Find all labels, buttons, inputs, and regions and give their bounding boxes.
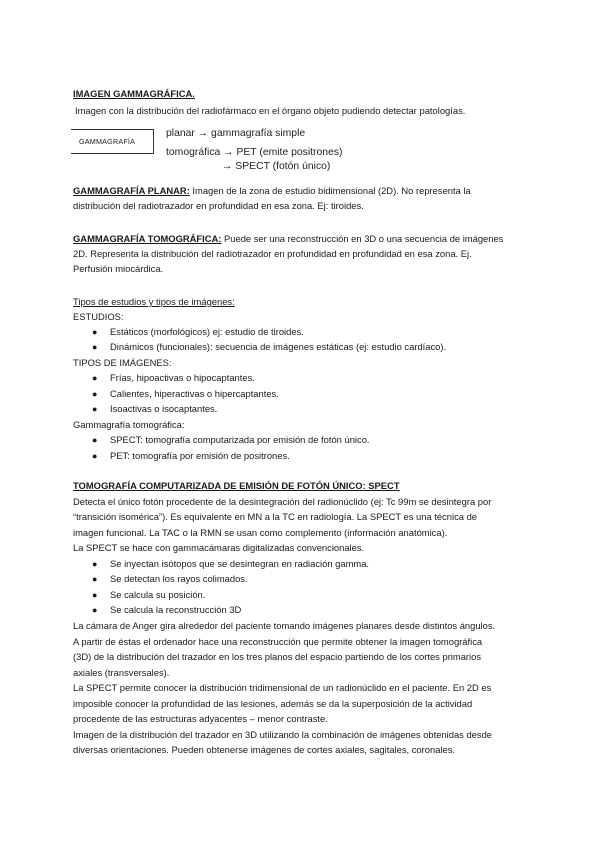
- spect-section-title: TOMOGRAFÍA COMPUTARIZADA DE EMISIÓN DE FOTÓN ÚNICO: SPECT: [73, 480, 400, 491]
- list-item: Se detectan los rayos colimados.: [110, 573, 248, 584]
- tomografica-paragraph-line-2: 2D. Representa la distribución del radiotrazador en profundidad en profundidad en esa zona. Ej.: [73, 248, 472, 259]
- spect-paragraph-line: Imagen de la distribución del trazador en 3D utilizando la combinación de imágenes obtenidas desde: [73, 729, 493, 740]
- diagram-line-spect: → SPECT (fotón único): [222, 161, 331, 172]
- planar-paragraph-line-1: [73, 185, 471, 197]
- spect-paragraph-line: imposible conocer la profundidad de las lesiones, además se da la superposición de la actividad: [73, 698, 473, 709]
- list-item: Se calcula la reconstrucción 3D: [110, 604, 242, 615]
- diagram-line-tomografica: tomográfica → PET (emite positrones): [166, 147, 343, 158]
- list-item: Estáticos (morfológicos) ej: estudio de tiroides.: [110, 326, 304, 337]
- diagram-box-label: GAMMAGRAFÍA: [79, 137, 136, 146]
- bullet-icon: ●: [92, 590, 98, 600]
- intro-paragraph: Imagen con la distribución del radiofármaco en el órgano objeto pudiendo detectar patologías.: [75, 105, 466, 116]
- list-item: Se calcula su posición.: [110, 589, 206, 600]
- section-title-imagen-gammagrafica: IMAGEN GAMMAGRÁFICA.: [73, 88, 195, 99]
- list-item: Dinámicos (funcionales): secuencia de imágenes estáticas (ej: estudio cardíaco).: [110, 341, 447, 352]
- spect-paragraph-line: La SPECT se hace con gammacámaras digitalizadas convencionales.: [73, 542, 365, 553]
- list-item: PET: tomografía por emisión de positrones.: [110, 450, 290, 461]
- bullet-icon: ●: [92, 559, 98, 569]
- bullet-icon: ●: [92, 451, 98, 461]
- bullet-icon: ●: [92, 373, 98, 383]
- bullet-icon: ●: [92, 342, 98, 352]
- planar-term: GAMMAGRAFÍA PLANAR:: [73, 185, 190, 196]
- spect-paragraph-line: La SPECT permite conocer la distribución tridimensional de un radionúclido en el paciente. En 2D es: [73, 682, 492, 693]
- spect-paragraph-line: A partir de éstas el ordenador hace una reconstrucción que permite obtener la imagen tomográfica: [73, 636, 483, 647]
- diagram-line-planar: planar → gammagrafía simple: [166, 128, 306, 139]
- planar-definition: Imagen de la zona de estudio bidimensional (2D). No representa la: [189, 185, 471, 196]
- list-item: Isoactivas o isocaptantes.: [110, 403, 218, 414]
- estudios-label: ESTUDIOS:: [73, 311, 124, 322]
- bullet-icon: ●: [92, 327, 98, 337]
- bullet-icon: ●: [92, 435, 98, 445]
- gammagrafia-tomografica-label: Gammagrafía tomográfica:: [73, 419, 185, 430]
- spect-paragraph-line: diversas orientaciones. Pueden obtenerse imágenes de cortes axiales, sagitales, coronales.: [73, 744, 455, 755]
- spect-paragraph-line: (3D) de la distribución del trazador en los tres planos del espacio partiendo de los cortes primarios: [73, 651, 482, 662]
- planar-paragraph-line-2: distribución del radiotrazador en profundidad en esa zona. Ej: tiroides.: [73, 200, 364, 211]
- tomografica-paragraph-line-1: [73, 233, 503, 245]
- tomografica-paragraph-line-3: Perfusión miocárdica.: [73, 263, 164, 274]
- list-item: Frías, hipoactivas o hipocaptantes.: [110, 372, 255, 383]
- bullet-icon: ●: [92, 574, 98, 584]
- tipos-heading: Tipos de estudios y tipos de imágenes:: [73, 296, 235, 307]
- tipos-imagenes-label: TIPOS DE IMÁGENES:: [73, 357, 172, 368]
- tomografica-term: GAMMAGRAFÍA TOMOGRÁFICA:: [73, 233, 222, 244]
- spect-paragraph-line: “transición isomérica”). Es equivalente en MN a la TC en radiología. La SPECT es una técnica de: [73, 511, 478, 522]
- spect-paragraph-line: procedente de las estructuras adyacentes – menor contraste.: [73, 713, 328, 724]
- list-item: Se inyectan isótopos que se desintegran en radiación gamma.: [110, 558, 370, 569]
- spect-paragraph-line: axiales (transversales).: [73, 667, 170, 678]
- spect-paragraph-line: Detecta el único fotón procedente de la desintegración del radionúclido (ej: Tc 99m se desintegra por: [73, 496, 492, 507]
- spect-paragraph-line: imagen funcional. La TAC o la RMN se usan como complemento (información anatómica).: [73, 527, 448, 538]
- bullet-icon: ●: [92, 605, 98, 615]
- list-item: Calientes, hiperactivas o hipercaptantes.: [110, 388, 279, 399]
- spect-paragraph-line: La cámara de Anger gira alrededor del paciente tomando imágenes planares desde distintos ángulos.: [73, 620, 496, 631]
- bullet-icon: ●: [92, 389, 98, 399]
- list-item: SPECT: tomografía computarizada por emisión de fotón único.: [110, 434, 370, 445]
- tomografica-definition: Puede ser una reconstrucción en 3D o una secuencia de imágenes: [221, 233, 504, 244]
- bullet-icon: ●: [92, 404, 98, 414]
